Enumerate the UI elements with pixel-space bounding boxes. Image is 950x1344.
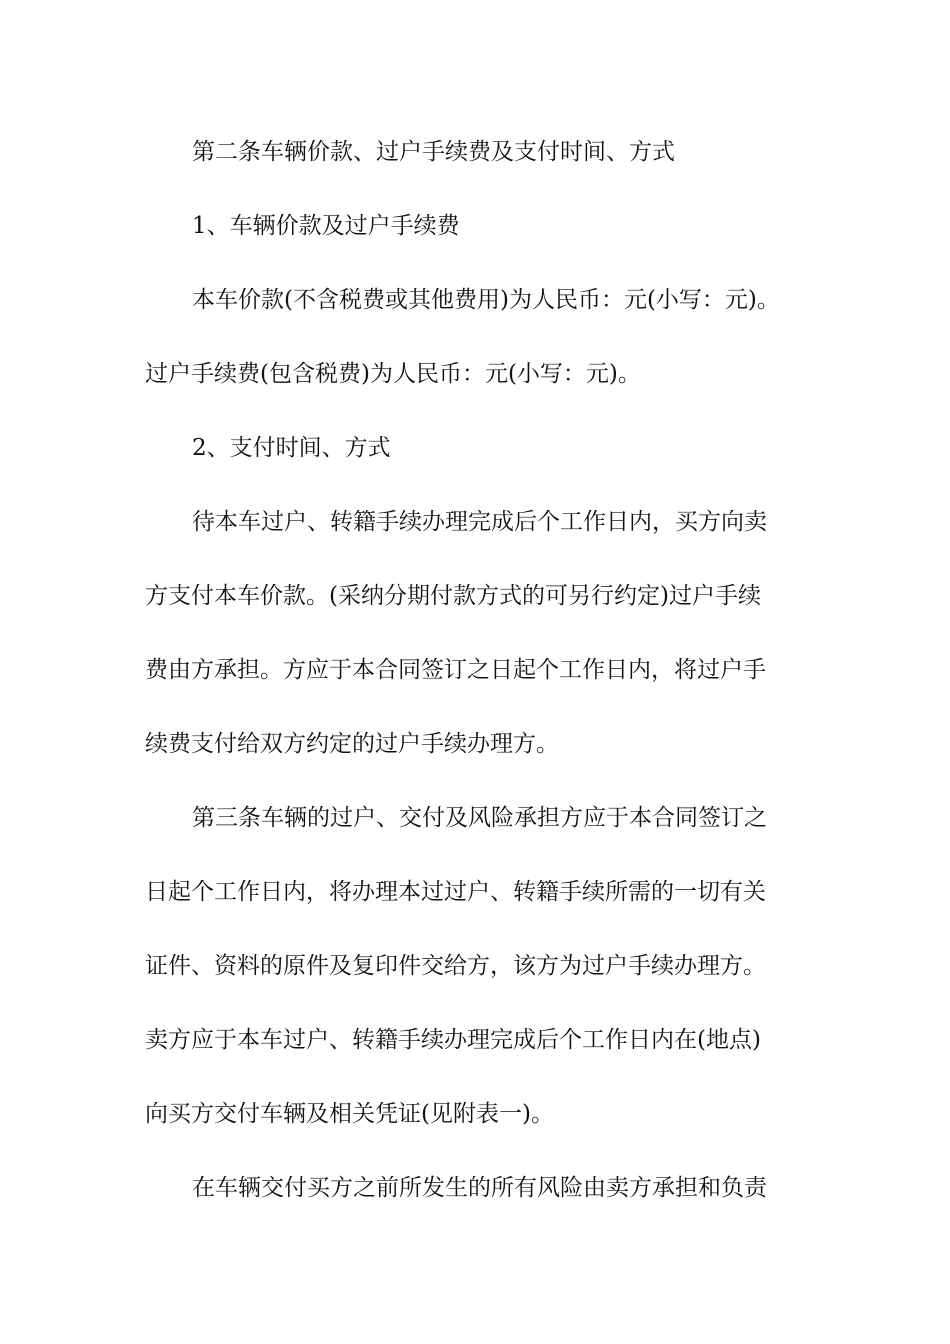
payment-paragraph-line-4: 续费支付给双方约定的过户手续办理方。 (145, 731, 559, 757)
section-1-heading: 1、车辆价款及过户手续费 (192, 213, 460, 239)
article-3-line-2: 日起个工作日内，将办理本过过户、转籍手续所需的一切有关 (145, 879, 766, 905)
document-body (145, 128, 810, 1238)
risk-paragraph-line-1: 在车辆交付买方之前所发生的所有风险由卖方承担和负责 (192, 1175, 767, 1201)
article-3-line-3: 证件、资料的原件及复印件交给方，该方为过户手续办理方。 (145, 953, 766, 979)
article-3-line-1: 第三条车辆的过户、交付及风险承担方应于本合同签订之 (192, 805, 767, 831)
article-2-heading: 第二条车辆价款、过户手续费及支付时间、方式 (192, 139, 675, 165)
transfer-fee-line: 过户手续费(包含税费)为人民币：元(小写：元)。 (145, 361, 641, 387)
section-2-heading: 2、支付时间、方式 (192, 435, 391, 461)
vehicle-price-line: 本车价款(不含税费或其他费用)为人民币：元(小写：元)。 (192, 287, 780, 313)
payment-paragraph-line-3: 费由方承担。方应于本合同签订之日起个工作日内，将过户手 (145, 657, 766, 683)
payment-paragraph-line-2: 方支付本车价款。(采纳分期付款方式的可另行约定)过户手续 (145, 583, 761, 609)
payment-paragraph-line-1: 待本车过户、转籍手续办理完成后个工作日内，买方向卖 (192, 509, 767, 535)
article-3-line-5: 向买方交付车辆及相关凭证(见附表一)。 (145, 1101, 554, 1127)
article-3-line-4: 卖方应于本车过户、转籍手续办理完成后个工作日内在(地点) (145, 1027, 761, 1053)
